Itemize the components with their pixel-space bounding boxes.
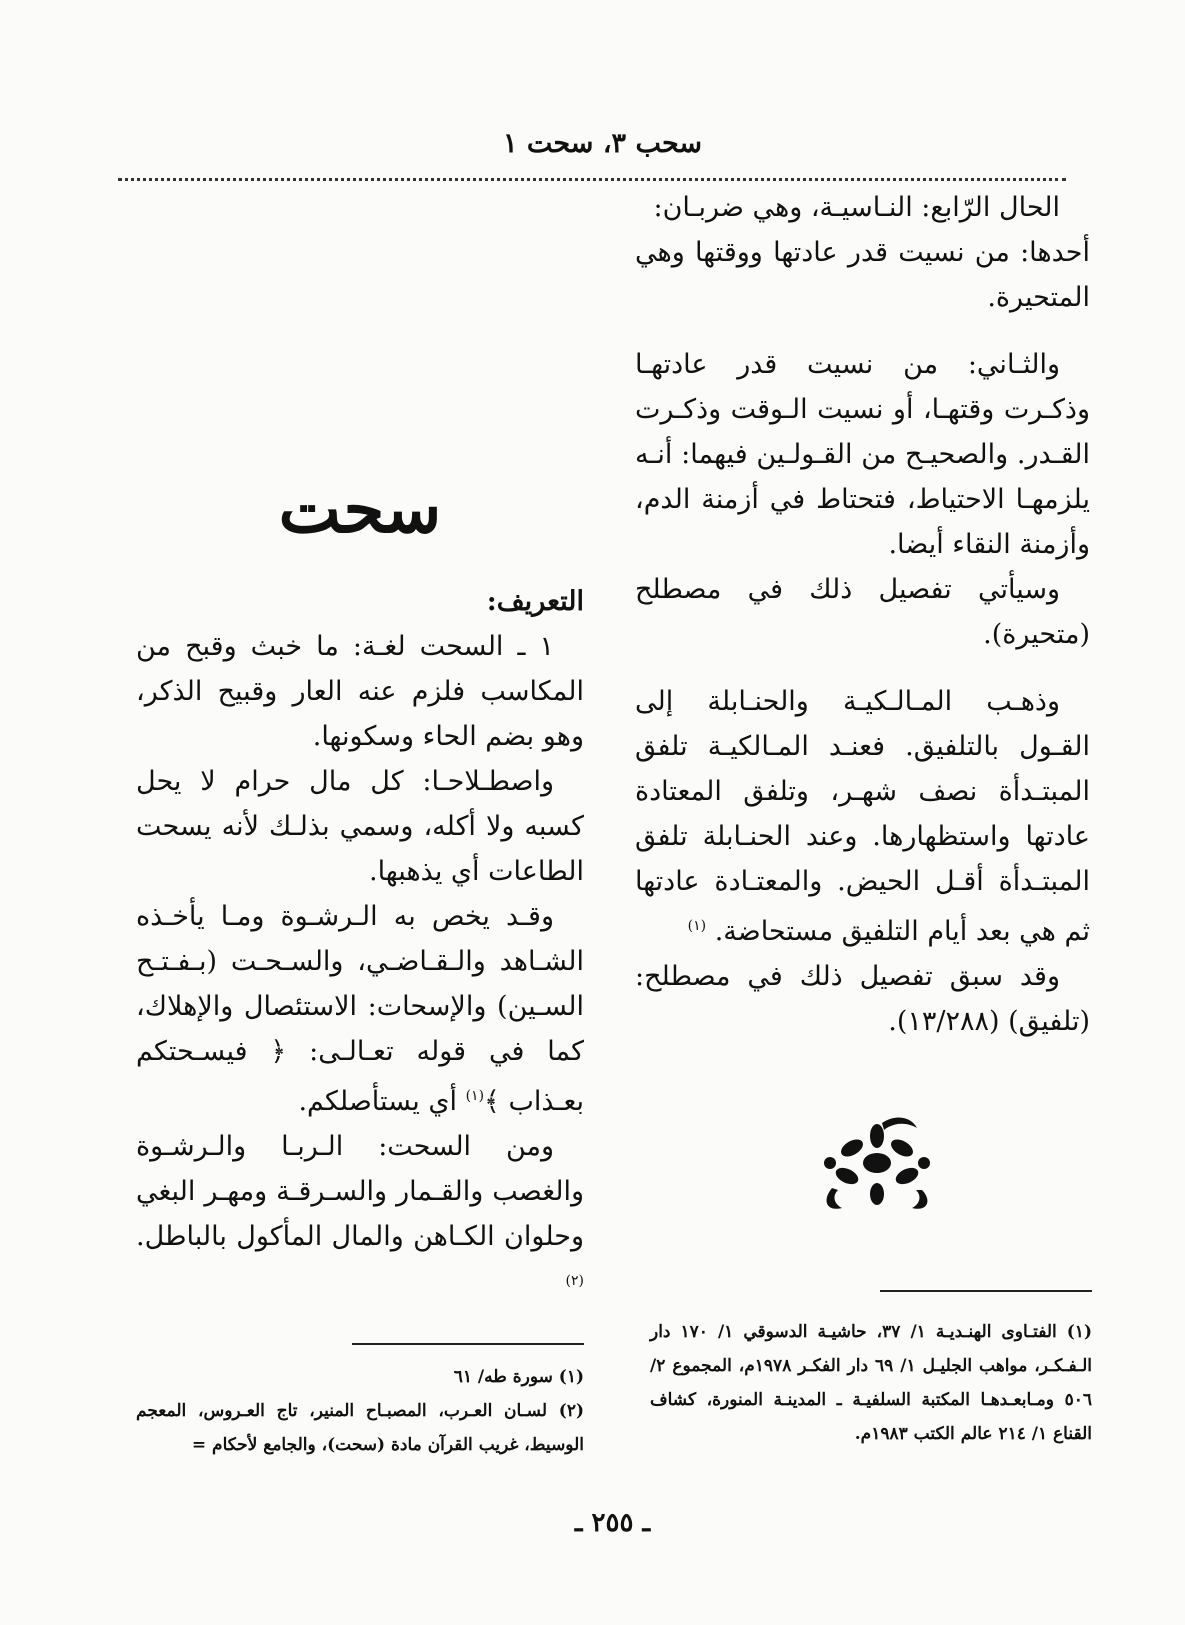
paragraph-definition-technical: واصطـلاحـا: كل مال حرام لا يحل كسبه ولا أكله، وسمي بذلـك لأنه يسحت الطاعات أي يذهبها. xyxy=(136,766,584,887)
paragraph-see-mutahayyira: وسيأتي تفصيل ذلك في مصطلح (متحيرة). xyxy=(635,574,1090,650)
paragraph-fourth-state: الحال الرّابع: النـاسيـة، وهي ضربـان: xyxy=(653,192,1060,223)
page-number-text: ـ ٢٥٥ ـ xyxy=(574,1508,651,1538)
footnotes-right xyxy=(650,1315,1092,1451)
footnote-rule-left xyxy=(352,1343,584,1345)
footnote-ref: (٢) xyxy=(565,1273,584,1289)
footnote-1-left: (١) سورة طه/ ٦١ xyxy=(453,1367,584,1387)
paragraph-see-talfiq: وقد سبق تفصيل ذلك في مصطلح: (تلفيق) (١٣/٢٨٨). xyxy=(635,961,1090,1037)
floral-ornament-icon xyxy=(812,1108,942,1218)
left-column xyxy=(136,580,584,1309)
talfiq-text: وذهـب المـالـكيـة والحنـابلة إلى القـول بالتلفيق. فعنـد المـالكيـة تلفق المبتـدأة نصف شهـر، وتلفق المعتادة عادتها واستظهارها. وعند الحنـابلة تلفق المبتـدأة أقـل الحيض. والمعتـادة عادتها ثم هي بعد أيام التلفيق مستحاضة. xyxy=(635,686,1090,947)
header-dotted-rule xyxy=(118,178,1066,181)
footnote-ref: (١) xyxy=(687,918,707,934)
right-column xyxy=(635,185,1090,1044)
paragraph-bribery xyxy=(136,894,584,1124)
paragraph-first-type: أحدها: من نسيت قدر عادتها ووقتها وهي المتحيرة. xyxy=(635,237,1090,313)
footnote-2-left: (٢) لسـان العـرب، المصبـاح المنير، تاج العـروس، المعجم الوسيط، غريب القرآن مادة (سحت)، والجامع لأحكام = xyxy=(136,1401,584,1455)
header-text: سحب ٣، سحت ١ xyxy=(502,128,703,159)
footnote-ref: (١) xyxy=(465,1088,485,1104)
section-subhead: التعريف: xyxy=(486,586,584,617)
paragraph-suht-examples xyxy=(136,1124,584,1309)
paragraph-second-type: والثـاني: من نسيت قدر عادتهـا وذكـرت وقتهـا، أو نسيت الـوقت وذكـرت القـدر. والصحيـح من القـولـين فيهما: أنـه يلزمهـا الاحتياط، فتحتاط في أزمنة الدم، وأزمنة النقاء أيضا. xyxy=(635,349,1090,560)
examples-text: ومن السحت: الـربـا والـرشـوة والغصب والقـمار والسـرقـة ومهـر البغي وحلوان الكـاهن والمال المأكول بالباطل. xyxy=(136,1131,584,1252)
bribery-text: وقـد يخص به الـرشـوة ومـا يأخـذه الشـاهد والـقـاضـي، والسـحـت (بـفـتـح السـين) والإسحات: الاستئصال والإهلاك، كما في قوله تعـالـى: ﴿ فيسـحتكم بعـذاب ﴾ xyxy=(136,901,584,1117)
footnote-1-right: (١) الفتـاوى الهنـديـة ١/ ٣٧، حاشيـة الدسوقي ١/ ١٧٠ دار الـفـكـر، مواهب الجليـل ١/ ٦٩ دار الفكـر ١٩٧٨م، المجموع ٢/ ٥٠٦ ومـابعـدهـا المكتبة السلفيـة ـ المدينـة المنورة، كشاف القناع ١/ ٢١٤ عالم الكتب ١٩٨٣م. xyxy=(650,1322,1092,1444)
entry-title: سحت xyxy=(278,470,442,548)
footnotes-left xyxy=(136,1360,584,1462)
page-number xyxy=(0,1508,1185,1538)
bribery-text-end: أي يستأصلكم. xyxy=(298,1086,466,1117)
footnote-rule-right xyxy=(880,1290,1092,1292)
paragraph-talfiq xyxy=(635,679,1090,954)
running-header xyxy=(0,128,1185,159)
paragraph-definition-lexical: ١ ـ السحت لغـة: ما خبث وقبح من المكاسب فلزم عنه العار وقبيح الذكر، وهو بضم الحاء وسكونها. xyxy=(136,631,584,752)
